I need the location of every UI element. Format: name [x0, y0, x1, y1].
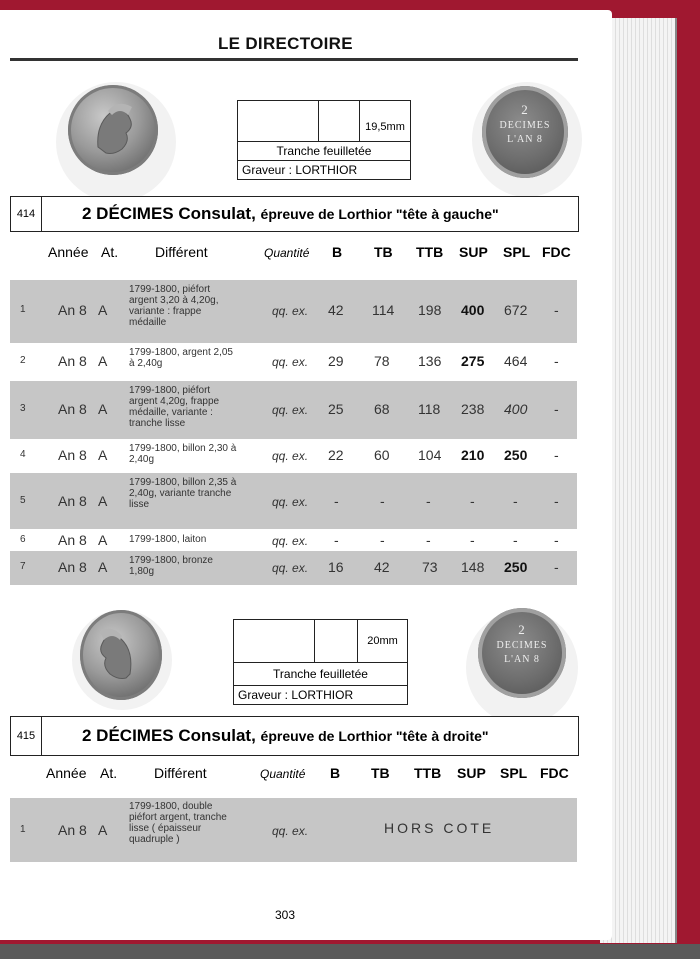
col-different: Différent	[154, 765, 207, 781]
col-spl: SPL	[503, 244, 531, 260]
page-number: 303	[275, 908, 296, 922]
section-title: 2 DÉCIMES Consulat, épreuve de Lorthior "tête à droite"	[82, 726, 489, 745]
coin-reverse-value: 2	[518, 622, 526, 637]
table-row: 1 An 8 A 1799-1800, double piéfort argent, tranche lisse ( épaisseur quadruple ) qq. ex. HORS COTE	[10, 798, 577, 862]
col-quantite: Quantité	[260, 767, 306, 781]
table-row: 3 An 8 A 1799-1800, piéfort argent 4,20g, frappe médaille, variante : tranche lisse qq. ex. 25 68 118 238 400 -	[10, 381, 577, 439]
col-tb: TB	[371, 765, 390, 781]
column-headers	[10, 242, 577, 264]
coin-reverse-year: L'AN 8	[507, 134, 543, 145]
table-row: 2 An 8 A 1799-1800, argent 2,05 à 2,40g qq. ex. 29 78 136 275 464 -	[20, 347, 559, 369]
coin-reverse-image	[482, 86, 568, 178]
col-ttb: TTB	[416, 244, 444, 260]
title-rule	[10, 58, 578, 61]
coin-edge: Tranche feuilletée	[234, 663, 407, 686]
page-title: LE DIRECTOIRE	[218, 34, 353, 53]
section-header	[10, 196, 579, 232]
coin-head-left-icon	[68, 85, 158, 175]
col-fdc: FDC	[540, 765, 569, 781]
table-row: 1 An 8 A 1799-1800, piéfort argent 3,20 à 4,20g, variante : frappe médaille qq. ex. 42 114 198 400 672 -	[10, 280, 577, 343]
col-spl: SPL	[500, 765, 528, 781]
col-atelier: At.	[100, 765, 118, 781]
section-number: 415	[11, 717, 42, 755]
coin-info-box	[237, 100, 411, 180]
section-number: 414	[11, 197, 42, 231]
col-annee: Année	[46, 765, 87, 781]
section-header	[10, 716, 579, 756]
coin-info-box	[233, 619, 408, 705]
column-headers	[10, 763, 577, 785]
coin-diameter: 20mm	[367, 635, 398, 647]
col-b: B	[330, 765, 341, 781]
coin-reverse-denomination: DECIMES	[499, 120, 551, 131]
col-annee: Année	[48, 244, 89, 260]
table-row: 5 An 8 A 1799-1800, billon 2,35 à 2,40g, variante tranche lisse qq. ex. - - - - - -	[10, 473, 577, 529]
col-tb: TB	[374, 244, 393, 260]
coin-reverse-image	[478, 608, 566, 698]
section-title: 2 DÉCIMES Consulat, épreuve de Lorthior "tête à gauche"	[82, 204, 499, 223]
col-sup: SUP	[457, 765, 486, 781]
coin-engraver: Graveur : LORTHIOR	[242, 163, 358, 177]
col-atelier: At.	[101, 244, 119, 260]
col-ttb: TTB	[414, 765, 442, 781]
coin-diameter: 19,5mm	[365, 121, 405, 133]
col-fdc: FDC	[542, 244, 571, 260]
col-quantite: Quantité	[264, 246, 310, 260]
coin-head-right-icon	[80, 610, 162, 700]
col-different: Différent	[155, 244, 208, 260]
table-row: 4 An 8 A 1799-1800, billon 2,30 à 2,40g qq. ex. 22 60 104 210 250 -	[20, 443, 559, 465]
bottom-frame	[0, 944, 700, 959]
coin-reverse-denomination: DECIMES	[496, 640, 548, 651]
price-hors-cote: HORS COTE	[384, 820, 495, 836]
coin-engraver: Graveur : LORTHIOR	[238, 688, 354, 702]
col-b: B	[332, 244, 343, 260]
coin-edge: Tranche feuilletée	[238, 142, 410, 161]
book-page	[0, 10, 612, 940]
coin-obverse-image	[68, 85, 158, 175]
table-row: 7 An 8 A 1799-1800, bronze 1,80g qq. ex. 16 42 73 148 250 -	[10, 551, 577, 585]
table-row: 6 An 8 A 1799-1800, laiton qq. ex. - - - - - -	[20, 532, 559, 548]
coin-obverse-image	[80, 610, 162, 700]
coin-reverse-year: L'AN 8	[504, 654, 540, 665]
col-sup: SUP	[459, 244, 488, 260]
coin-reverse-value: 2	[521, 102, 529, 117]
